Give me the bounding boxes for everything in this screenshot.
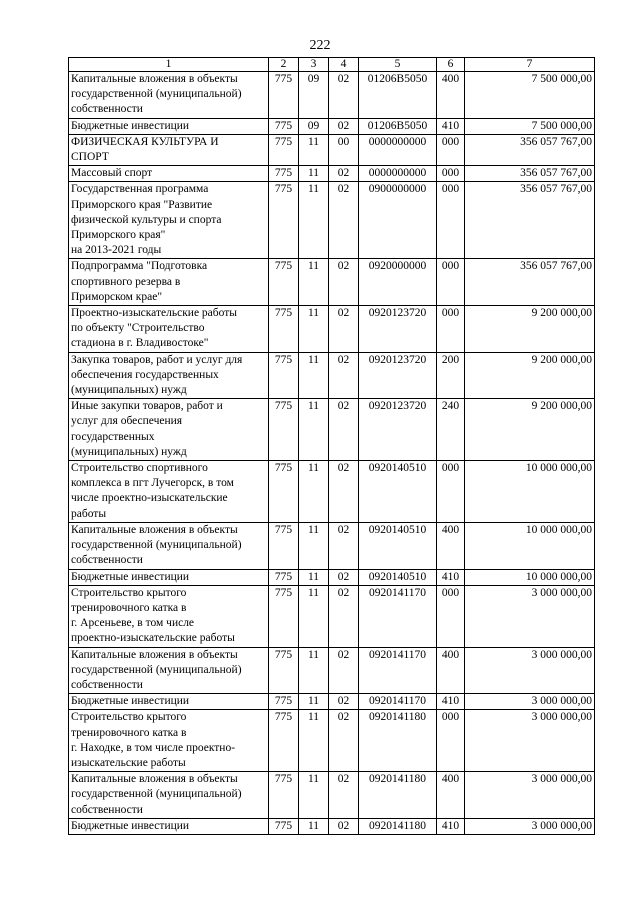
amount-value: 3 000 000,00 xyxy=(465,694,595,710)
subsection-code: 02 xyxy=(329,569,359,585)
expense-type-code: 410 xyxy=(437,694,465,710)
subsection-code: 02 xyxy=(329,182,359,259)
target-article-code: 0920123720 xyxy=(359,399,437,461)
row-description: Закупка товаров, работ и услуг для обеспечения государственных (муниципальных) нужд xyxy=(69,352,269,399)
table-row xyxy=(69,399,595,461)
table-row xyxy=(69,72,595,119)
target-article-code: 0920140510 xyxy=(359,569,437,585)
amount-value: 356 057 767,00 xyxy=(465,166,595,182)
column-header: 5 xyxy=(359,58,437,72)
section-code: 11 xyxy=(299,818,329,834)
ministry-code: 775 xyxy=(269,818,299,834)
expense-type-code: 000 xyxy=(437,585,465,647)
amount-value: 7 500 000,00 xyxy=(465,118,595,134)
column-header: 4 xyxy=(329,58,359,72)
target-article-code: 0920141170 xyxy=(359,647,437,694)
row-description: Бюджетные инвестиции xyxy=(69,118,269,134)
target-article-code: 0000000000 xyxy=(359,134,437,165)
ministry-code: 775 xyxy=(269,134,299,165)
column-header: 2 xyxy=(269,58,299,72)
ministry-code: 775 xyxy=(269,647,299,694)
expense-type-code: 000 xyxy=(437,182,465,259)
section-code: 09 xyxy=(299,118,329,134)
ministry-code: 775 xyxy=(269,710,299,772)
ministry-code: 775 xyxy=(269,72,299,119)
row-description: Строительство спортивного комплекса в пгт Лучегорск, в том числе проектно-изыскательские работы xyxy=(69,461,269,523)
ministry-code: 775 xyxy=(269,182,299,259)
expense-type-code: 000 xyxy=(437,134,465,165)
amount-value: 10 000 000,00 xyxy=(465,461,595,523)
section-code: 11 xyxy=(299,166,329,182)
budget-table xyxy=(68,57,595,835)
row-description: Бюджетные инвестиции xyxy=(69,569,269,585)
subsection-code: 02 xyxy=(329,694,359,710)
table-row xyxy=(69,647,595,694)
subsection-code: 02 xyxy=(329,72,359,119)
expense-type-code: 410 xyxy=(437,118,465,134)
amount-value: 9 200 000,00 xyxy=(465,352,595,399)
expense-type-code: 400 xyxy=(437,772,465,819)
section-code: 11 xyxy=(299,306,329,353)
row-description: Капитальные вложения в объекты государственной (муниципальной) собственности xyxy=(69,72,269,119)
section-code: 11 xyxy=(299,134,329,165)
expense-type-code: 000 xyxy=(437,306,465,353)
subsection-code: 00 xyxy=(329,134,359,165)
subsection-code: 02 xyxy=(329,522,359,569)
table-row xyxy=(69,259,595,306)
ministry-code: 775 xyxy=(269,166,299,182)
ministry-code: 775 xyxy=(269,772,299,819)
target-article-code: 0920123720 xyxy=(359,352,437,399)
subsection-code: 02 xyxy=(329,772,359,819)
amount-value: 356 057 767,00 xyxy=(465,182,595,259)
amount-value: 3 000 000,00 xyxy=(465,647,595,694)
column-header: 1 xyxy=(69,58,269,72)
table-row xyxy=(69,710,595,772)
ministry-code: 775 xyxy=(269,569,299,585)
ministry-code: 775 xyxy=(269,399,299,461)
ministry-code: 775 xyxy=(269,461,299,523)
expense-type-code: 200 xyxy=(437,352,465,399)
ministry-code: 775 xyxy=(269,118,299,134)
section-code: 11 xyxy=(299,399,329,461)
expense-type-code: 000 xyxy=(437,461,465,523)
table-row xyxy=(69,522,595,569)
target-article-code: 0920140510 xyxy=(359,461,437,523)
section-code: 11 xyxy=(299,569,329,585)
table-row xyxy=(69,694,595,710)
section-code: 11 xyxy=(299,182,329,259)
amount-value: 9 200 000,00 xyxy=(465,306,595,353)
amount-value: 10 000 000,00 xyxy=(465,569,595,585)
row-description: Бюджетные инвестиции xyxy=(69,818,269,834)
target-article-code: 0920140510 xyxy=(359,522,437,569)
section-code: 11 xyxy=(299,352,329,399)
table-row xyxy=(69,118,595,134)
table-row xyxy=(69,306,595,353)
subsection-code: 02 xyxy=(329,352,359,399)
amount-value: 356 057 767,00 xyxy=(465,259,595,306)
page-number: 222 xyxy=(309,38,331,53)
column-header: 7 xyxy=(465,58,595,72)
table-row xyxy=(69,134,595,165)
expense-type-code: 400 xyxy=(437,647,465,694)
ministry-code: 775 xyxy=(269,522,299,569)
row-description: Проектно-изыскательские работы по объекту "Строительство стадиона в г. Владивостоке" xyxy=(69,306,269,353)
row-description: Капитальные вложения в объекты государственной (муниципальной) собственности xyxy=(69,522,269,569)
table-row xyxy=(69,352,595,399)
subsection-code: 02 xyxy=(329,306,359,353)
subsection-code: 02 xyxy=(329,818,359,834)
subsection-code: 02 xyxy=(329,585,359,647)
row-description: Строительство крытого тренировочного катка в г. Арсеньеве, в том числе проектно-изыскательские работы xyxy=(69,585,269,647)
target-article-code: 0920141170 xyxy=(359,585,437,647)
section-code: 11 xyxy=(299,647,329,694)
table-row xyxy=(69,461,595,523)
column-header: 6 xyxy=(437,58,465,72)
table-row xyxy=(69,166,595,182)
target-article-code: 0920000000 xyxy=(359,259,437,306)
row-description: Массовый спорт xyxy=(69,166,269,182)
expense-type-code: 400 xyxy=(437,522,465,569)
section-code: 09 xyxy=(299,72,329,119)
expense-type-code: 240 xyxy=(437,399,465,461)
row-description: Государственная программа Приморского края "Развитие физической культуры и спорта Приморского края" на 2013-2021 годы xyxy=(69,182,269,259)
target-article-code: 0920141170 xyxy=(359,694,437,710)
table-row xyxy=(69,585,595,647)
row-description: ФИЗИЧЕСКАЯ КУЛЬТУРА И СПОРТ xyxy=(69,134,269,165)
subsection-code: 02 xyxy=(329,461,359,523)
amount-value: 9 200 000,00 xyxy=(465,399,595,461)
target-article-code: 01206B5050 xyxy=(359,118,437,134)
subsection-code: 02 xyxy=(329,647,359,694)
amount-value: 356 057 767,00 xyxy=(465,134,595,165)
section-code: 11 xyxy=(299,710,329,772)
subsection-code: 02 xyxy=(329,118,359,134)
ministry-code: 775 xyxy=(269,306,299,353)
amount-value: 3 000 000,00 xyxy=(465,772,595,819)
ministry-code: 775 xyxy=(269,352,299,399)
expense-type-code: 000 xyxy=(437,259,465,306)
section-code: 11 xyxy=(299,461,329,523)
row-description: Капитальные вложения в объекты государственной (муниципальной) собственности xyxy=(69,647,269,694)
amount-value: 3 000 000,00 xyxy=(465,818,595,834)
expense-type-code: 410 xyxy=(437,818,465,834)
target-article-code: 0000000000 xyxy=(359,166,437,182)
table-row xyxy=(69,772,595,819)
row-description: Бюджетные инвестиции xyxy=(69,694,269,710)
expense-type-code: 400 xyxy=(437,72,465,119)
subsection-code: 02 xyxy=(329,399,359,461)
table-row xyxy=(69,569,595,585)
amount-value: 10 000 000,00 xyxy=(465,522,595,569)
expense-type-code: 000 xyxy=(437,166,465,182)
section-code: 11 xyxy=(299,772,329,819)
target-article-code: 0920141180 xyxy=(359,772,437,819)
amount-value: 3 000 000,00 xyxy=(465,585,595,647)
amount-value: 7 500 000,00 xyxy=(465,72,595,119)
expense-type-code: 000 xyxy=(437,710,465,772)
section-code: 11 xyxy=(299,259,329,306)
target-article-code: 0920123720 xyxy=(359,306,437,353)
subsection-code: 02 xyxy=(329,710,359,772)
section-code: 11 xyxy=(299,694,329,710)
amount-value: 3 000 000,00 xyxy=(465,710,595,772)
subsection-code: 02 xyxy=(329,259,359,306)
section-code: 11 xyxy=(299,522,329,569)
table-row xyxy=(69,182,595,259)
subsection-code: 02 xyxy=(329,166,359,182)
header-row xyxy=(69,58,595,72)
target-article-code: 0920141180 xyxy=(359,818,437,834)
ministry-code: 775 xyxy=(269,585,299,647)
table-body xyxy=(69,72,595,835)
ministry-code: 775 xyxy=(269,694,299,710)
section-code: 11 xyxy=(299,585,329,647)
target-article-code: 0920141180 xyxy=(359,710,437,772)
table-row xyxy=(69,818,595,834)
ministry-code: 775 xyxy=(269,259,299,306)
row-description: Капитальные вложения в объекты государственной (муниципальной) собственности xyxy=(69,772,269,819)
target-article-code: 0900000000 xyxy=(359,182,437,259)
row-description: Иные закупки товаров, работ и услуг для обеспечения государственных (муниципальных) нужд xyxy=(69,399,269,461)
row-description: Подпрограмма "Подготовка спортивного резерва в Приморском крае" xyxy=(69,259,269,306)
expense-type-code: 410 xyxy=(437,569,465,585)
row-description: Строительство крытого тренировочного катка в г. Находке, в том числе проектно- изыскательские работы xyxy=(69,710,269,772)
column-header: 3 xyxy=(299,58,329,72)
target-article-code: 01206B5050 xyxy=(359,72,437,119)
